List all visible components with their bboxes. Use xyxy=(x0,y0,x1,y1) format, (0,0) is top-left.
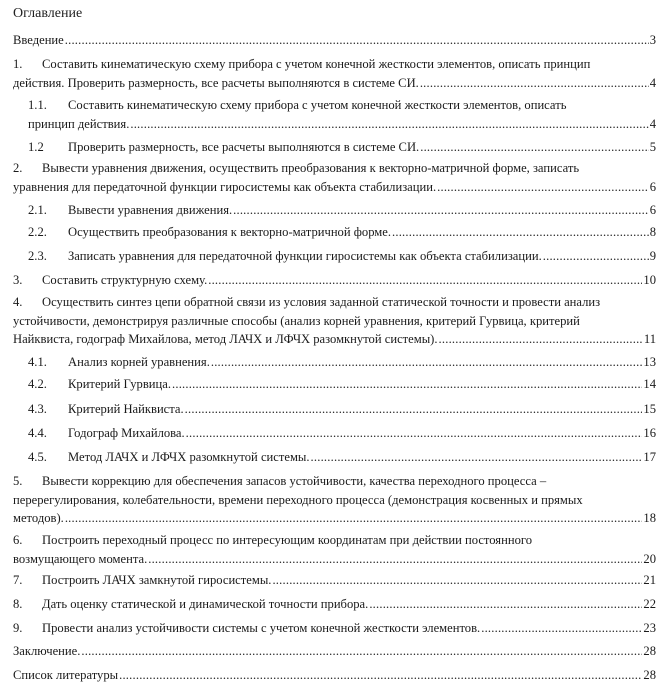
page-number: 8 xyxy=(649,225,656,239)
toc-entry-references[interactable] xyxy=(13,666,656,685)
dot-leader xyxy=(65,509,643,528)
page-number: 11 xyxy=(643,332,656,346)
toc-title: Оглавление xyxy=(13,6,83,21)
section-number: 1. xyxy=(13,57,23,71)
dot-leader xyxy=(543,247,649,266)
entry-text: Метод ЛАЧХ и ЛФЧХ разомкнутой системы. xyxy=(68,450,310,464)
entry-text: Проверить размерность, все расчеты выполняются в системе СИ. xyxy=(68,140,420,154)
entry-text: принцип действия. xyxy=(28,116,130,131)
section-number: 4.2. xyxy=(28,377,47,391)
entry-text: Записать уравнения для передаточной функции гиросистемы как объекта стабилизации. xyxy=(68,249,542,263)
toc-entry-section-1-2[interactable] xyxy=(28,138,656,157)
page-number: 18 xyxy=(643,511,656,525)
section-number: 9. xyxy=(13,621,23,635)
section-number: 4.1. xyxy=(28,355,47,369)
page-number: 21 xyxy=(643,573,656,587)
entry-text: Составить кинематическую схему прибора с учетом конечной жесткости элементов, описать принцип xyxy=(42,57,591,71)
page-number: 4 xyxy=(649,116,656,131)
toc-entry-conclusion[interactable] xyxy=(13,642,656,661)
dot-leader xyxy=(65,31,649,50)
toc-entry-section-4[interactable] xyxy=(13,293,656,349)
dot-leader xyxy=(119,666,642,685)
toc-entry-section-7[interactable] xyxy=(13,571,656,590)
dot-leader xyxy=(420,138,648,157)
toc-entry-section-4-1[interactable] xyxy=(28,353,656,372)
section-number: 4.4. xyxy=(28,426,47,440)
section-number: 6. xyxy=(13,533,23,547)
page-number: 14 xyxy=(643,377,656,391)
dot-leader xyxy=(208,271,642,290)
dot-leader xyxy=(81,642,642,661)
entry-text: Осуществить синтез цепи обратной связи из условия заданной статической точности и провести анализ xyxy=(42,295,601,309)
entry-text: Критерий Гурвица. xyxy=(68,377,172,391)
page-number: 20 xyxy=(643,551,656,566)
toc-entry-section-2-3[interactable] xyxy=(28,247,656,266)
entry-text: Анализ корней уравнения. xyxy=(68,355,210,369)
page-number: 28 xyxy=(643,668,656,682)
entry-text: Построить ЛАЧХ замкнутой гиросистемы. xyxy=(42,573,272,587)
entry-text: устойчивости, демонстрируя различные способы (анализ корней уравнения, критерий Гурвица, критерий xyxy=(13,313,580,328)
dot-leader xyxy=(481,619,642,638)
page-number: 17 xyxy=(643,450,656,464)
toc-entry-section-5[interactable] xyxy=(13,472,656,528)
section-number: 2.3. xyxy=(28,249,47,263)
toc-entry-section-2-2[interactable] xyxy=(28,223,656,242)
entry-text: Введение xyxy=(13,33,64,47)
page-number: 4 xyxy=(649,75,656,90)
page-number: 10 xyxy=(643,273,656,287)
dot-leader xyxy=(392,223,649,242)
page-number: 23 xyxy=(643,621,656,635)
entry-text: методов). xyxy=(13,511,64,525)
entry-text: Вывести уравнения движения. xyxy=(68,203,233,217)
page-number: 22 xyxy=(643,597,656,611)
section-number: 3. xyxy=(13,273,23,287)
page-number: 3 xyxy=(649,33,656,47)
page-number: 9 xyxy=(649,249,656,263)
page-number: 5 xyxy=(649,140,656,154)
dot-leader xyxy=(272,571,642,590)
dot-leader xyxy=(311,448,643,467)
page-number: 28 xyxy=(643,644,656,658)
dot-leader xyxy=(233,201,649,220)
entry-text: Критерий Найквиста. xyxy=(68,402,184,416)
dot-leader xyxy=(437,178,649,197)
entry-text: Осуществить преобразования к векторно-матричной форме. xyxy=(68,225,392,239)
toc-entry-section-1[interactable] xyxy=(13,55,656,92)
toc-entry-section-1-1[interactable] xyxy=(28,96,656,133)
entry-text: Вывести коррекцию для обеспечения запасов устойчивости, качества переходного процесса – xyxy=(42,474,547,488)
section-number: 4. xyxy=(13,295,23,309)
section-number: 4.3. xyxy=(28,402,47,416)
section-number: 1.2 xyxy=(28,140,44,154)
toc-entry-section-4-2[interactable] xyxy=(28,375,656,394)
page-number: 15 xyxy=(643,402,656,416)
toc-entry-section-2-1[interactable] xyxy=(28,201,656,220)
entry-text: Составить кинематическую схему прибора с учетом конечной жесткости элементов, описать xyxy=(68,98,567,112)
section-number: 2. xyxy=(13,161,23,175)
section-number: 7. xyxy=(13,573,23,587)
entry-text: возмущающего момента. xyxy=(13,551,148,566)
dot-leader xyxy=(185,400,643,419)
toc-entry-section-2[interactable] xyxy=(13,159,656,196)
entry-text: Построить переходный процесс по интересующим координатам при действии постоянного xyxy=(42,533,533,547)
dot-leader xyxy=(420,74,649,93)
page-number: 13 xyxy=(643,355,656,369)
toc-entry-section-9[interactable] xyxy=(13,619,656,638)
entry-text: Дать оценку статической и динамической точности прибора. xyxy=(42,597,369,611)
dot-leader xyxy=(172,375,642,394)
entry-text: уравнения для передаточной функции гиросистемы как объекта стабилизации. xyxy=(13,179,437,194)
page-number: 6 xyxy=(649,179,656,194)
toc-entry-section-4-3[interactable] xyxy=(28,400,656,419)
toc-entry-section-4-4[interactable] xyxy=(28,424,656,443)
dot-leader xyxy=(211,353,643,372)
entry-text: перерегулирования, колебательности, времени переходного процесса (демонстрация косвенных и прямых xyxy=(13,492,583,507)
entry-text: Провести анализ устойчивости системы с учетом конечной жесткости элементов. xyxy=(42,621,481,635)
toc-entry-section-6[interactable] xyxy=(13,531,656,568)
dot-leader xyxy=(130,115,648,134)
entry-text: Найквиста, годограф Михайлова, метод ЛАЧХ и ЛФЧХ разомкнутой системы). xyxy=(13,332,438,346)
toc-entry-section-3[interactable] xyxy=(13,271,656,290)
entry-text: Заключение. xyxy=(13,644,81,658)
section-number: 2.1. xyxy=(28,203,47,217)
entry-text: Вывести уравнения движения, осуществить преобразования к векторно-матричной форме, записать xyxy=(42,161,580,175)
section-number: 4.5. xyxy=(28,450,47,464)
dot-leader xyxy=(186,424,643,443)
section-number: 8. xyxy=(13,597,23,611)
dot-leader xyxy=(148,550,642,569)
entry-text: Годограф Михайлова. xyxy=(68,426,185,440)
dot-leader xyxy=(369,595,642,614)
entry-text: действия. Проверить размерность, все расчеты выполняются в системе СИ. xyxy=(13,75,419,90)
entry-text: Составить структурную схему. xyxy=(42,273,208,287)
dot-leader xyxy=(439,330,643,349)
toc-entry-introduction[interactable] xyxy=(13,31,656,50)
section-number: 5. xyxy=(13,474,23,488)
toc-entry-section-4-5[interactable] xyxy=(28,448,656,467)
section-number: 2.2. xyxy=(28,225,47,239)
page-number: 16 xyxy=(643,426,656,440)
entry-text: Список литературы xyxy=(13,668,119,682)
section-number: 1.1. xyxy=(28,98,47,112)
toc-entry-section-8[interactable] xyxy=(13,595,656,614)
page-number: 6 xyxy=(649,203,656,217)
